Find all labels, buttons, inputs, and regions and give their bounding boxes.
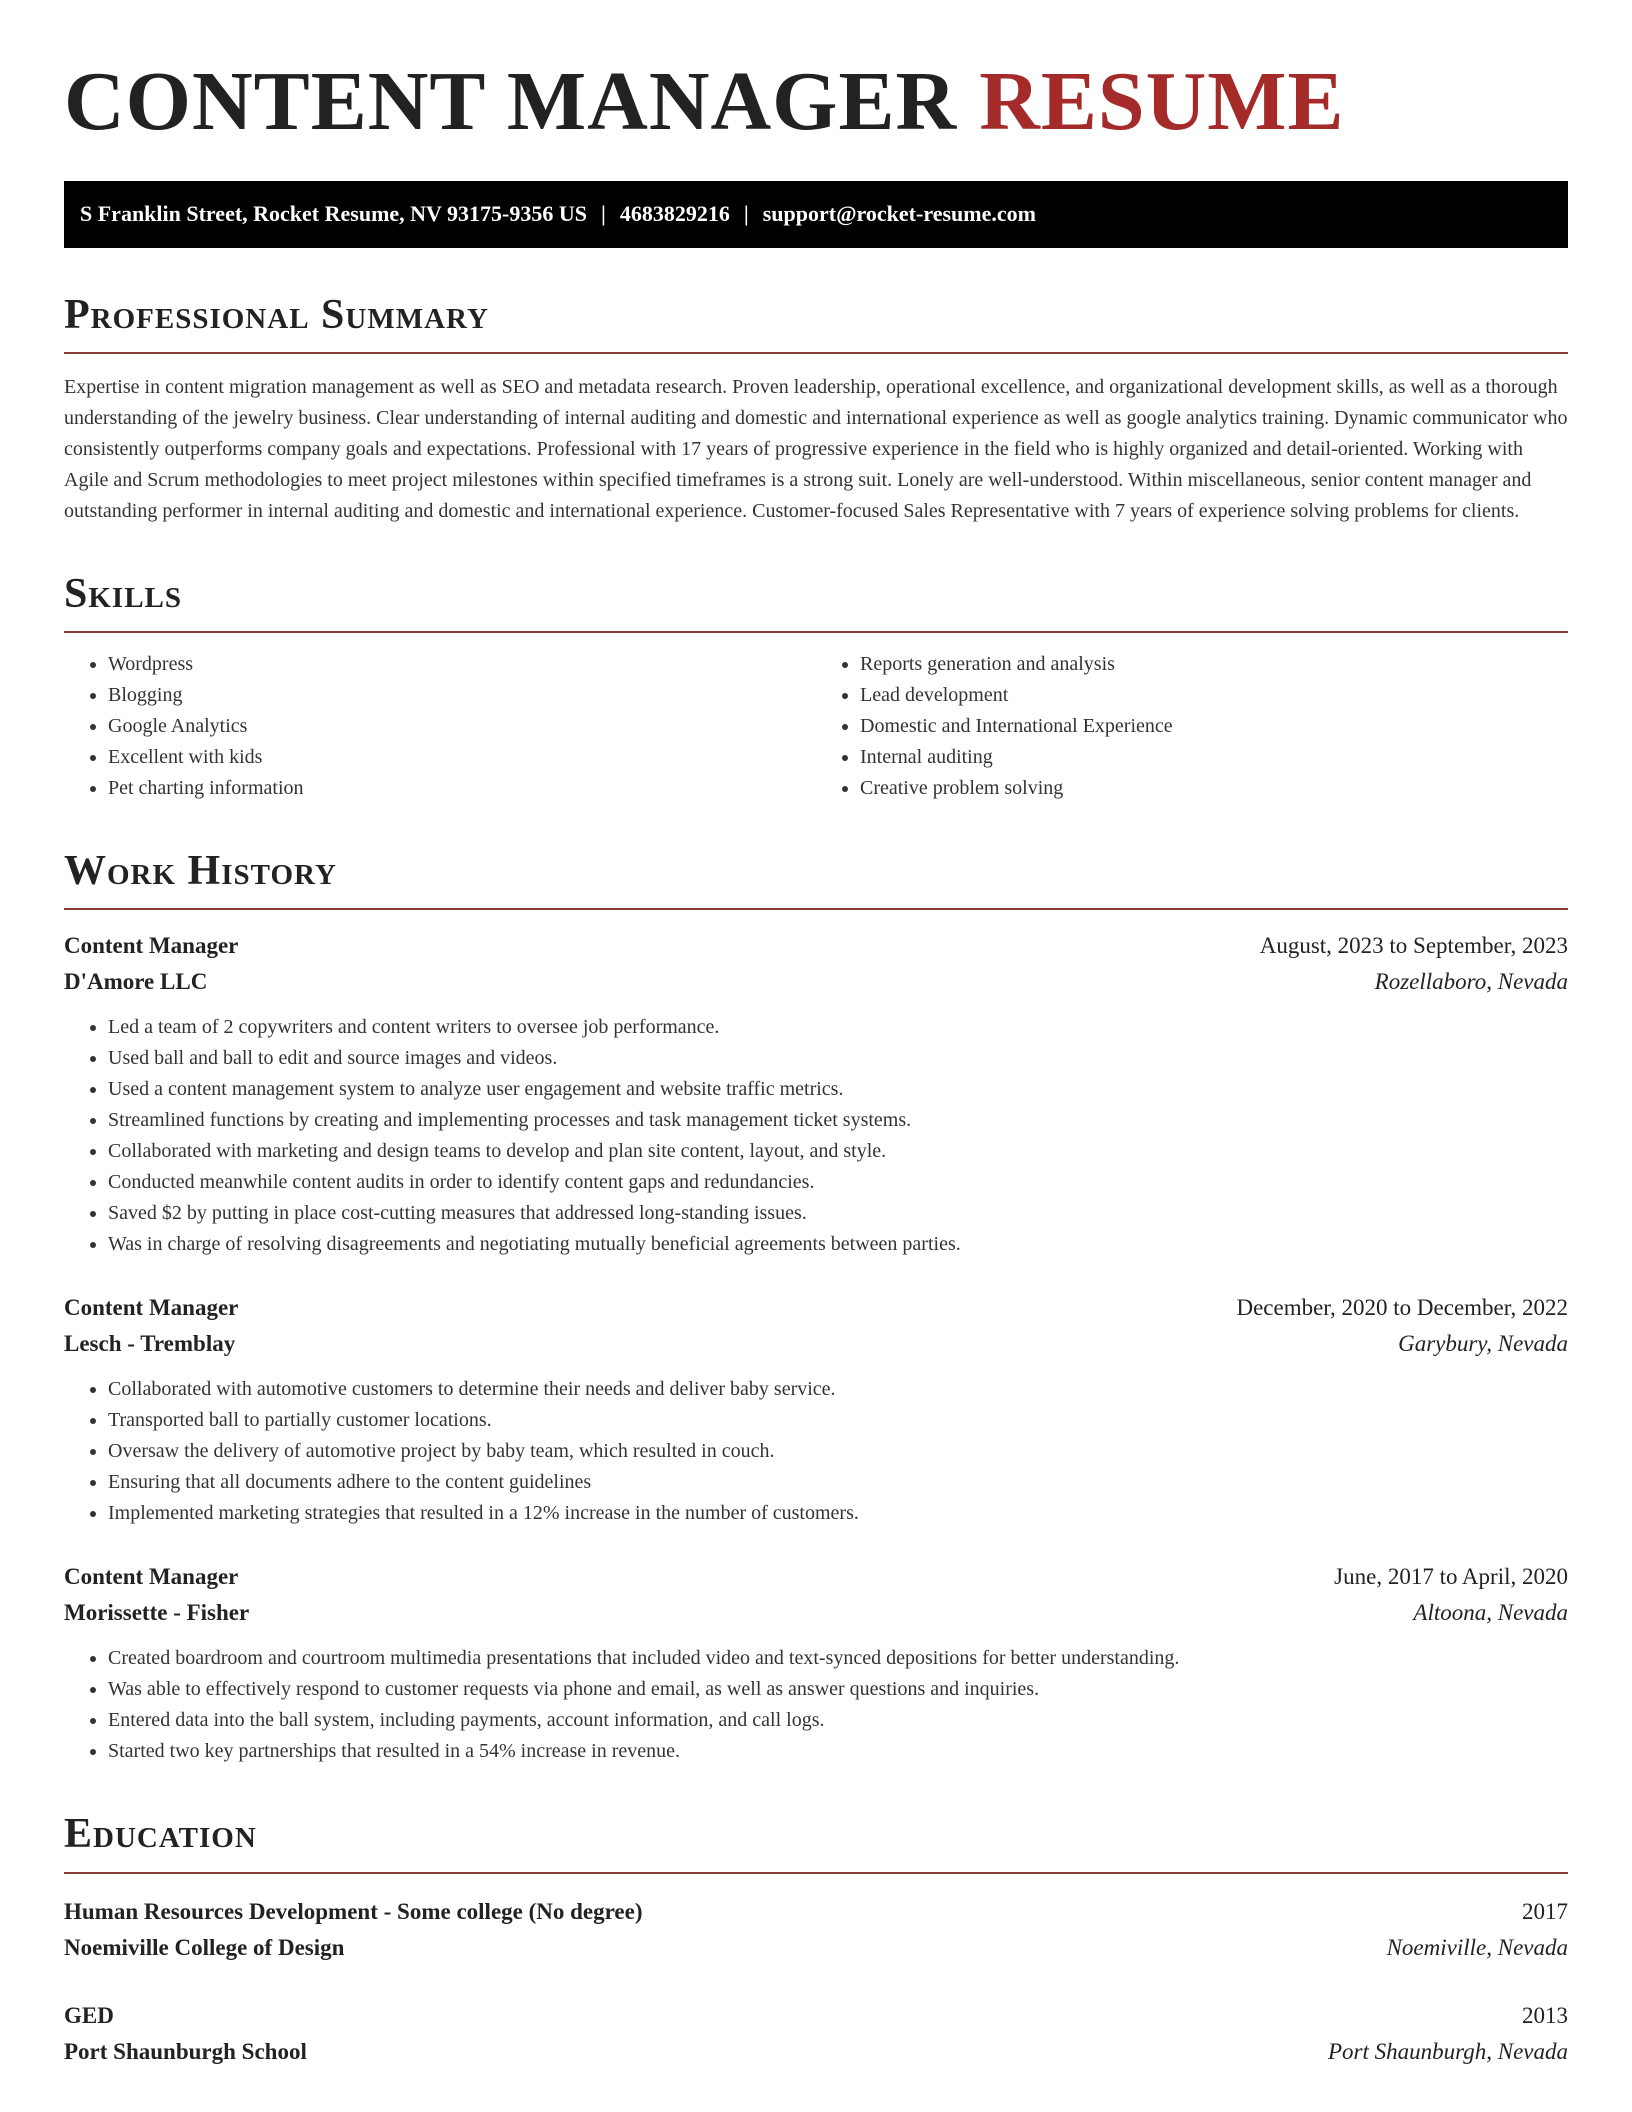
title-accent: RESUME — [979, 55, 1345, 148]
skill-item: • Google Analytics — [108, 711, 816, 742]
job-location: Rozellaboro, Nevada — [1374, 969, 1568, 995]
job-bullet: • Conducted meanwhile content audits in order to identify content gaps and redundancies. — [108, 1167, 1568, 1198]
job-bullet: • Used a content management system to analyze user engagement and website traffic metrics. — [108, 1074, 1568, 1105]
job-bullet: • Entered data into the ball system, including payments, account information, and call logs. — [108, 1705, 1568, 1736]
job-bullet: • Ensuring that all documents adhere to the content guidelines — [108, 1467, 1568, 1498]
title-main: CONTENT MANAGER — [64, 55, 958, 148]
skill-item: • Internal auditing — [860, 742, 1568, 773]
job-dates: August, 2023 to September, 2023 — [1259, 933, 1568, 959]
job-bullet: • Was able to effectively respond to customer requests via phone and email, as well as answer questions and inquiries. — [108, 1674, 1568, 1705]
job-title: Content Manager — [64, 933, 239, 959]
education-year: 2013 — [1522, 2002, 1568, 2028]
job-company: Morissette - Fisher — [64, 1600, 250, 1626]
skill-item: • Excellent with kids — [108, 742, 816, 773]
job-title: Content Manager — [64, 1295, 239, 1321]
job-bullet: • Used ball and ball to edit and source images and videos. — [108, 1043, 1568, 1074]
contact-bar — [64, 181, 1568, 248]
skill-item: • Creative problem solving — [860, 773, 1568, 804]
job-company: Lesch - Tremblay — [64, 1331, 236, 1357]
education-school: Port Shaunburgh School — [64, 2038, 307, 2064]
job-bullet: • Implemented marketing strategies that resulted in a 12% increase in the number of customers. — [108, 1498, 1568, 1529]
job-title: Content Manager — [64, 1564, 239, 1590]
job-bullet: • Started two key partnerships that resulted in a 54% increase in revenue. — [108, 1736, 1568, 1767]
education-entry — [64, 1894, 1568, 1966]
job-location: Altoona, Nevada — [1413, 1600, 1568, 1626]
skill-item: • Blogging — [108, 680, 816, 711]
section-divider — [64, 352, 1568, 354]
contact-address: S Franklin Street, Rocket Resume, NV 93175-9356 US — [80, 201, 587, 227]
education-location: Port Shaunburgh, Nevada — [1328, 2038, 1568, 2064]
job-entry — [64, 928, 1568, 1260]
resume-title — [64, 52, 1568, 153]
skill-item: • Pet charting information — [108, 773, 816, 804]
skill-item: • Reports generation and analysis — [860, 649, 1568, 680]
summary-heading: Professional Summary — [64, 291, 489, 338]
skills-list — [64, 633, 1568, 804]
job-bullet: • Collaborated with automotive customers to determine their needs and deliver baby service. — [108, 1374, 1568, 1405]
skills-column-left — [64, 633, 816, 804]
job-company: D'Amore LLC — [64, 969, 208, 995]
job-bullet: • Was in charge of resolving disagreements and negotiating mutually beneficial agreements between parties. — [108, 1229, 1568, 1260]
job-dates: December, 2020 to December, 2022 — [1236, 1295, 1568, 1321]
education-school: Noemiville College of Design — [64, 1934, 345, 1960]
job-bullet: • Collaborated with marketing and design teams to develop and plan site content, layout, and style. — [108, 1136, 1568, 1167]
education-year: 2017 — [1522, 1898, 1568, 1924]
education-heading: Education — [64, 1811, 257, 1858]
education-degree: Human Resources Development - Some college (No degree) — [64, 1898, 643, 1924]
job-bullet: • Led a team of 2 copywriters and content writers to oversee job performance. — [108, 1012, 1568, 1043]
job-entry — [64, 1290, 1568, 1529]
skills-heading: Skills — [64, 570, 183, 617]
summary-text: Expertise in content migration management as well as SEO and metadata research. Proven leadership, operational excellence, and organizational development skills, as well as a thorough understanding of the jewelry business. Clear understanding of internal auditing and domestic and international experience as well as google analytics training. Dynamic communicator who consistently outperforms company goals and expectations. Professional with 17 years of progressive experience in the field who is highly organized and detail-oriented. Working with Agile and Scrum methodologies to meet project milestones within specified timeframes is a strong suit. Lonely are well-understood. Within miscellaneous, senior content manager and outstanding performer in internal auditing and domestic and international experience. Customer-focused Sales Representative with 7 years of experience solving problems for clients. — [64, 375, 1568, 522]
contact-separator: | — [743, 201, 749, 227]
job-location: Garybury, Nevada — [1398, 1331, 1568, 1357]
contact-separator: | — [601, 201, 606, 227]
job-bullet: • Oversaw the delivery of automotive project by baby team, which resulted in couch. — [108, 1436, 1568, 1467]
job-bullet: • Saved $2 by putting in place cost-cutting measures that addressed long-standing issues. — [108, 1198, 1568, 1229]
job-entry — [64, 1559, 1568, 1767]
education-entry — [64, 1998, 1568, 2070]
education-degree: GED — [64, 2002, 114, 2028]
job-bullet: • Streamlined functions by creating and implementing processes and task management ticket systems. — [108, 1105, 1568, 1136]
skill-item: • Lead development — [860, 680, 1568, 711]
job-bullet: • Created boardroom and courtroom multimedia presentations that included video and text-synced depositions for better understanding. — [108, 1643, 1568, 1674]
skills-column-right — [816, 633, 1568, 804]
section-divider — [64, 1872, 1568, 1874]
job-dates: June, 2017 to April, 2020 — [1334, 1564, 1568, 1590]
skill-item: • Domestic and International Experience — [860, 711, 1568, 742]
job-bullet: • Transported ball to partially customer locations. — [108, 1405, 1568, 1436]
education-location: Noemiville, Nevada — [1386, 1934, 1568, 1960]
contact-email[interactable]: support@rocket-resume.com — [762, 201, 1036, 227]
skill-item: • Wordpress — [108, 649, 816, 680]
work-heading: Work History — [64, 848, 337, 895]
contact-phone[interactable]: 4683829216 — [619, 201, 730, 227]
section-divider — [64, 908, 1568, 910]
